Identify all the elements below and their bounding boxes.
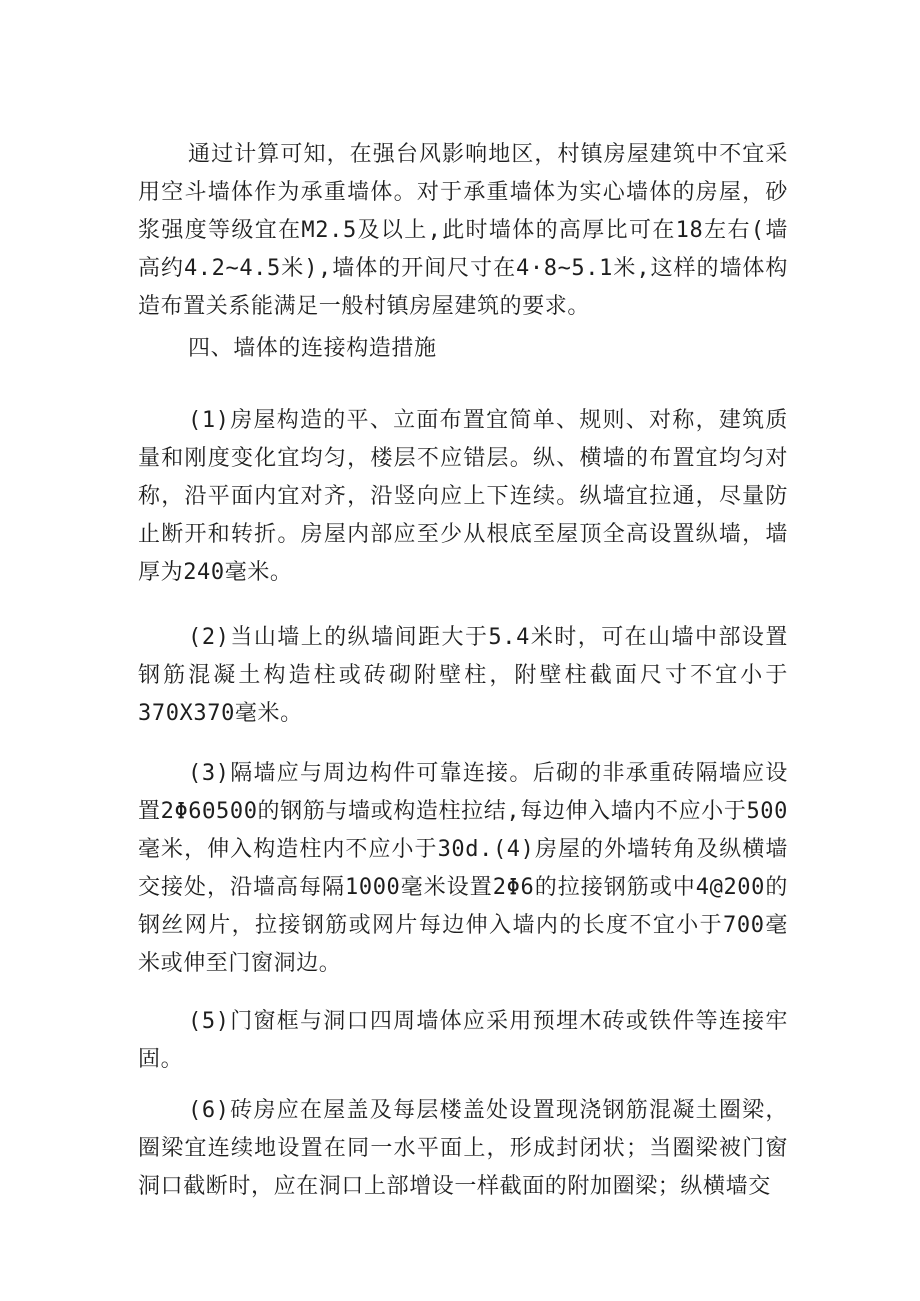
intro-paragraph: 通过计算可知，在强台风影响地区，村镇房屋建筑中不宜采用空斗墙体作为承重墙体。对于承重墙体为实心墙体的房屋，砂浆强度等级宜在M2.5及以上,此时墙体的高厚比可在18左右(墙高约4.2~4.5米),墙体的开间尺寸在4·8~5.1米,这样的墙体构造布置关系能满足一般村镇房屋建筑的要求。: [138, 142, 788, 319]
item-paragraph-1: (1)房屋构造的平、立面布置宜简单、规则、对称，建筑质量和刚度变化宜均匀，楼层不应错层。纵、横墙的布置宜均匀对称，沿平面内宜对齐，沿竖向应上下连续。纵墙宜拉通，尽量防止断开和转折。房屋内部应至少从根底至屋顶全高设置纵墙，墙厚为240毫米。: [138, 408, 788, 585]
item-paragraph-6: (6)砖房应在屋盖及每层楼盖处设置现浇钢筋混凝土圈梁，圈梁宜连续地设置在同一水平面上，形成封闭状；当圈梁被门窗洞口截断时，应在洞口上部增设一样截面的附加圈梁；纵横墙交: [138, 1098, 788, 1199]
item-paragraph-2: (2)当山墙上的纵墙间距大于5.4米时，可在山墙中部设置钢筋混凝土构造柱或砖砌附壁柱，附壁柱截面尺寸不宜小于370X370毫米。: [138, 625, 788, 726]
section-heading: 四、墙体的连接构造措施: [188, 336, 437, 361]
item-paragraph-3-4: (3)隔墙应与周边构件可靠连接。后砌的非承重砖隔墙应设置2Φ6Θ500的钢筋与墙或构造柱拉结,每边伸入墙内不应小于500毫米，伸入构造柱内不应小于30d.(4)房屋的外墙转角及纵横墙交接处，沿墙高每隔1000毫米设置2Φ6的拉接钢筋或中4@200的钢丝网片，拉接钢筋或网片每边伸入墙内的长度不宜小于700毫米或伸至门窗洞边。: [138, 761, 788, 976]
item-paragraph-5: (5)门窗框与洞口四周墙体应采用预埋木砖或铁件等连接牢固。: [138, 1009, 788, 1072]
